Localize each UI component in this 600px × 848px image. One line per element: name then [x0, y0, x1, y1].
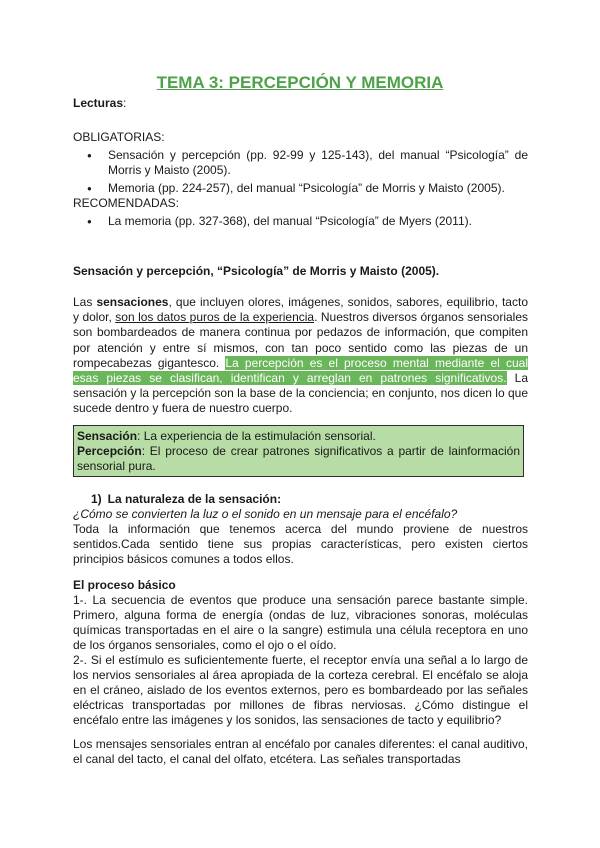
- readings-heading-label: Lecturas: [73, 96, 124, 110]
- intro-text: Las: [73, 295, 97, 309]
- nature-title: La naturaleza de la sensación:: [107, 492, 282, 506]
- nature-body: Toda la información que tenemos acerca del mundo proviene de nuestros sentidos.Cada sentido tiene sus propias características, pero existen ciertos principios básicos comunes a todos ellos.: [73, 522, 528, 566]
- nature-heading: [91, 492, 511, 507]
- intro-text: . Nuestros diversos órganos sensoriales son bombardeados de manera continua por pedazos de información, que compiten por atención y entre sí mismos, con tan poco sentido como las piezas de un rompecabezas gigantesco.: [73, 310, 528, 370]
- nature-number: 1): [91, 492, 102, 506]
- perception-definition: [77, 444, 520, 474]
- readings-heading-colon: :: [123, 96, 127, 110]
- intro-text: , que incluyen olores, imágenes, sonidos, sabores, equilibrio, tacto y dolor,: [73, 295, 528, 325]
- list-item: ● Sensación y percepción (pp. 92-99 y 125-143), del manual “Psicología” de Morris y Maisto (2005).: [73, 148, 528, 178]
- list-item: ● Memoria (pp. 224-257), del manual “Psicología” de Morris y Maisto (2005).: [73, 181, 528, 196]
- highlighted-definition: La percepción es el proceso mental mediante el cual esas piezas se clasifican, identifican y arreglan en patrones significativos.: [73, 355, 528, 386]
- mandatory-label: OBLIGATORIAS:: [73, 130, 165, 144]
- sensation-text: : La experiencia de la estimulación sensorial.: [137, 429, 376, 443]
- page-title: TEMA 3: PERCEPCIÓN Y MEMORIA: [156, 73, 444, 92]
- readings-heading: [73, 96, 528, 111]
- sensation-definition: [77, 429, 520, 444]
- sensation-term: Sensación: [77, 429, 138, 443]
- section-heading: Sensación y percepción, “Psicología” de Morris y Maisto (2005).: [73, 264, 440, 278]
- intro-text: La sensación y la percepción son la base de la conciencia; en conjunto, nos dicen lo que sucede dentro y fuera de nuestro cuerpo.: [73, 371, 529, 416]
- intro-paragraph: [73, 295, 528, 417]
- closing-paragraph: Los mensajes sensoriales entran al encéfalo por canales diferentes: el canal auditivo, el canal del tacto, el canal del olfato, etcétera. Las señales transportadas: [73, 737, 528, 766]
- perception-term: Percepción: [77, 444, 142, 458]
- perception-text: : El proceso de crear patrones significativos a partir de lainformación sensorial pura.: [77, 444, 520, 473]
- recommended-list: [73, 214, 528, 229]
- recommended-label: RECOMENDADAS:: [73, 196, 180, 210]
- underlined-phrase: son los datos puros de la experiencia: [115, 310, 315, 325]
- process-point-1: 1-. La secuencia de eventos que produce una sensación parece bastante simple. Primero, alguna forma de energía (ondas de luz, vibraciones sonoras, moléculas químicas transportadas en el aire o la sangre) estimula una célula receptora en uno de los órganos sensoriales, como el ojo o el oído.: [73, 593, 528, 652]
- process-point-2: 2-. Si el estímulo es suficientemente fuerte, el receptor envía una señal a lo largo de los nervios sensoriales al área apropiada de la corteza cerebral. El encéfalo se aloja en el cráneo, aislado de los eventos externos, pero es bombardeado por las señales eléctricas transportadas por millones de fibras nerviosas. ¿Cómo distingue el encéfalo entre las imágenes y los sonidos, las sensaciones de tacto y equilibrio?: [73, 653, 528, 727]
- definitions-box: [73, 425, 524, 477]
- nature-question: ¿Cómo se convierten la luz o el sonido en un mensaje para el encéfalo?: [73, 507, 458, 521]
- mandatory-list: [73, 148, 528, 196]
- process-heading: El proceso básico: [73, 578, 176, 592]
- sensations-term: sensaciones: [96, 295, 169, 309]
- list-item: ● La memoria (pp. 327-368), del manual “Psicología” de Myers (2011).: [73, 214, 528, 229]
